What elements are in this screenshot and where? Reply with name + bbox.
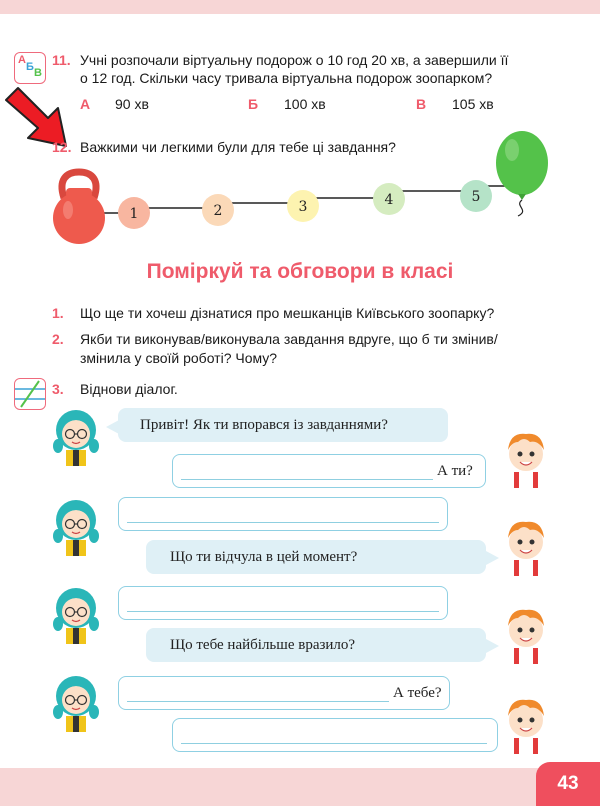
dialog-bubble-4	[146, 540, 486, 574]
scale-point-1[interactable]	[118, 197, 150, 229]
letters-icon	[14, 52, 46, 84]
ruler-icon	[14, 378, 46, 410]
page-number: 43	[536, 762, 600, 806]
discussion-1-text: Що ще ти хочеш дізнатися про мешканців Київського зоопарку?	[80, 305, 495, 321]
answer-line-5[interactable]	[127, 611, 439, 612]
bubble-tail	[486, 639, 499, 653]
dialog-bubble-8	[172, 718, 498, 752]
discussion-3-text: Віднови діалог.	[80, 381, 178, 397]
scale-label-5: 5	[471, 189, 481, 205]
scale-point-3[interactable]	[287, 190, 319, 222]
difficulty-scale	[0, 128, 600, 253]
dialog-text-7: А тебе?	[393, 685, 442, 701]
bubble-tail	[106, 420, 119, 434]
boy-avatar	[500, 516, 552, 576]
scale-point-4[interactable]	[373, 183, 405, 215]
discussion-2-line1: Якби ти виконував/виконувала завдання вдруге, що б ти змінив/	[80, 331, 498, 347]
dialog-bubble-7	[118, 676, 450, 710]
section-title: Поміркуй та обговори в класі	[146, 260, 454, 283]
option-b-value[interactable]: 100 хв	[284, 96, 326, 112]
boy-avatar	[500, 694, 552, 754]
bubble-tail	[486, 551, 499, 565]
option-v-value[interactable]: 105 хв	[452, 96, 494, 112]
girl-avatar	[50, 584, 102, 644]
letter-v: В	[34, 67, 42, 79]
answer-line-3[interactable]	[127, 522, 439, 523]
scale-label-1: 1	[129, 206, 139, 222]
girl-avatar	[50, 406, 102, 466]
option-a-value[interactable]: 90 хв	[115, 96, 149, 112]
dialog-bubble-1	[118, 408, 448, 442]
dialog-text-4: Що ти відчула в цей момент?	[170, 548, 358, 565]
question-11-line1: Учні розпочали віртуальну подорож о 10 год 20 хв, а завершили її	[80, 52, 509, 68]
boy-avatar	[500, 604, 552, 664]
scale-label-4: 4	[384, 192, 394, 208]
scale-point-5[interactable]	[460, 180, 492, 212]
dialog-bubble-6	[146, 628, 486, 662]
question-11-line2: о 12 год. Скільки часу тривала віртуальна подорож зоопарком?	[80, 70, 493, 86]
dialog-bubble-2	[172, 454, 486, 488]
answer-line-2[interactable]	[181, 479, 433, 480]
dialog-bubble-5	[118, 586, 448, 620]
answer-line-7[interactable]	[127, 701, 389, 702]
question-12-text: Важкими чи легкими були для тебе ці завдання?	[80, 139, 396, 155]
girl-avatar	[50, 672, 102, 732]
dialog-text-2: А ти?	[437, 463, 473, 479]
discussion-2-line2: змінила у своїй роботі? Чому?	[80, 350, 278, 366]
letter-a: А	[18, 54, 26, 66]
boy-avatar	[500, 428, 552, 488]
top-band	[0, 0, 600, 14]
discussion-1-number: 1.	[52, 305, 64, 321]
dialog-text-6: Що тебе найбільше вразило?	[170, 636, 356, 653]
bottom-band	[0, 768, 600, 806]
girl-avatar	[50, 496, 102, 556]
letter-b: Б	[26, 61, 34, 73]
scale-point-2[interactable]	[202, 194, 234, 226]
balloon-icon	[496, 131, 548, 216]
scale-label-2: 2	[213, 203, 223, 219]
option-v-letter: В	[416, 96, 427, 112]
option-a-letter: А	[80, 96, 91, 112]
discussion-2-number: 2.	[52, 331, 64, 347]
discussion-3-number: 3.	[52, 381, 64, 397]
scale-label-3: 3	[298, 199, 308, 215]
question-12-number: 12.	[52, 139, 72, 155]
dialog-bubble-3	[118, 497, 448, 531]
kettlebell-icon	[53, 172, 105, 244]
option-b-letter: Б	[248, 96, 259, 112]
dialog-text-1: Привіт! Як ти впорався із завданнями?	[140, 416, 388, 433]
question-11-number: 11.	[52, 52, 71, 68]
answer-line-8[interactable]	[181, 743, 487, 744]
